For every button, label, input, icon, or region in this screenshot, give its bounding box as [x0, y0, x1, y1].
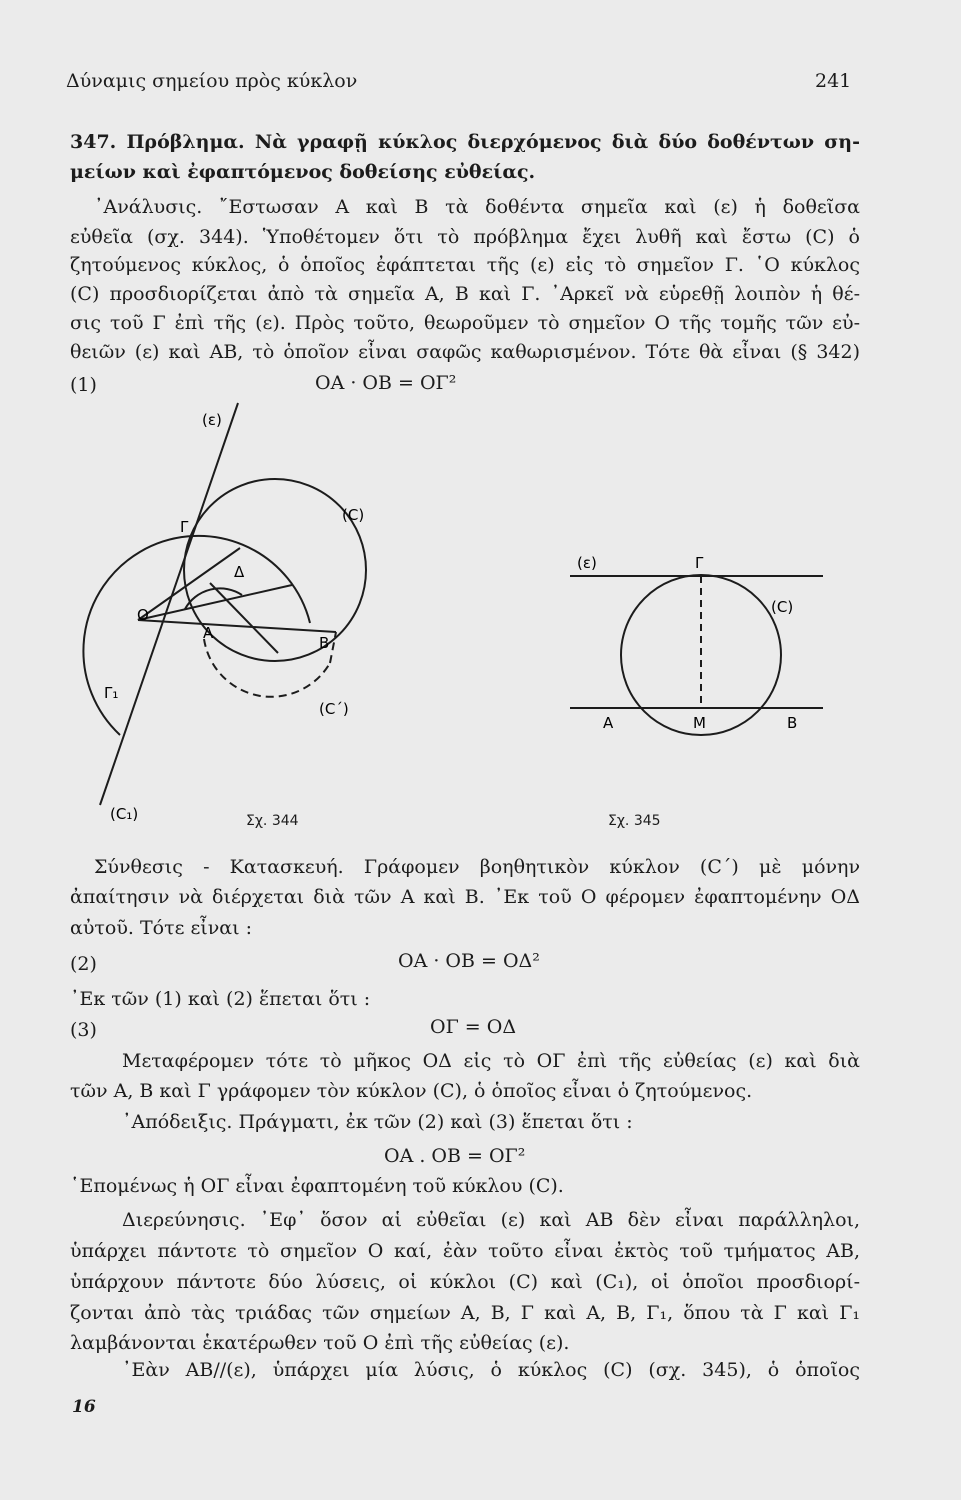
- synthesis-between-line: ᾿Εκ τῶν (1) καὶ (2) ἕπεται ὅτι :: [70, 988, 371, 1010]
- discussion-line-5: λαμβάνονται ἑκατέρωθεν τοῦ Ο ἐπὶ τῆς εὐθείας (ε).: [70, 1332, 570, 1354]
- discussion-line-2: ὑπάρχει πάντοτε τὸ σημεῖον Ο καί, ἐὰν τοῦτο εἶναι ἐκτὸς τοῦ τμήματος ΑΒ,: [70, 1240, 860, 1262]
- circle-C1-arc: [83, 536, 310, 735]
- label-O: Ο: [137, 606, 149, 624]
- analysis-line-1: ᾿Ανάλυσις. ῎Εστωσαν Α καὶ Β τὰ δοθέντα σημεῖα καὶ (ε) ἡ δοθεῖσα: [94, 196, 860, 218]
- line-OB: [138, 620, 336, 632]
- label-B: Β: [319, 634, 330, 652]
- problem-line-1: 347. Πρόβλημα. Νὰ γραφῇ κύκλος διερχόμενος διὰ δύο δοθέντων ση-: [70, 131, 860, 153]
- figure-345: [565, 550, 835, 770]
- label-G: Γ: [180, 518, 189, 536]
- analysis-line-6: θειῶν (ε) καὶ ΑΒ, τὸ ὁποῖον εἶναι σαφῶς καθωρισμένον. Τότε θὰ εἶναι (§ 342): [70, 341, 860, 363]
- equation-2: ΟΑ · ΟΒ = ΟΔ²: [398, 950, 540, 972]
- equation-1: ΟΑ · ΟΒ = ΟΓ²: [315, 372, 457, 394]
- equation-2-number: (2): [70, 953, 97, 975]
- discussion-line-6: ᾿Εὰν ΑΒ//(ε), ὑπάρχει μία λύσις, ὁ κύκλος (C) (σχ. 345), ὁ ὁποῖος: [122, 1359, 860, 1381]
- label-G: Γ: [695, 554, 704, 572]
- label-C: (C): [771, 598, 794, 616]
- label-G1: Γ₁: [104, 684, 119, 702]
- equation-3: ΟΓ = ΟΔ: [430, 1016, 517, 1038]
- label-Cprime: (C΄): [319, 700, 349, 718]
- proof-equation: ΟΑ . ΟΒ = ΟΓ²: [384, 1145, 526, 1167]
- proof-line: ᾿Απόδειξις. Πράγματι, ἐκ τῶν (2) καὶ (3) ἕπεται ὅτι :: [122, 1111, 633, 1133]
- figure-344: [60, 395, 390, 835]
- label-A: Α: [603, 714, 614, 732]
- problem-line-2: μείων καὶ ἐφαπτόμενος δοθείσης εὐθείας.: [70, 161, 536, 183]
- label-e: (ε): [577, 554, 597, 572]
- circle-Cprime-arc: [204, 639, 330, 697]
- synthesis-line-3: αὐτοῦ. Τότε εἶναι :: [70, 917, 253, 939]
- signature-mark: 16: [72, 1397, 96, 1417]
- equation-3-number: (3): [70, 1019, 97, 1041]
- proof-conclusion: ῾Επομένως ἡ ΟΓ εἶναι ἐφαπτομένη τοῦ κύκλου (C).: [70, 1175, 564, 1197]
- label-A: Α: [203, 624, 214, 642]
- label-M: Μ: [693, 714, 706, 732]
- synthesis-after-2: τῶν Α, Β καὶ Γ γράφομεν τὸν κύκλον (C), ὁ ὁποῖος εἶναι ὁ ζητούμενος.: [70, 1080, 753, 1102]
- page-number: 241: [815, 70, 852, 92]
- synthesis-line-1: Σύνθεσις - Κατασκευή. Γράφομεν βοηθητικὸν κύκλον (C΄) μὲ μόνην: [94, 856, 860, 878]
- equation-1-number: (1): [70, 374, 97, 396]
- label-B: Β: [787, 714, 798, 732]
- discussion-line-3: ὑπάρχουν πάντοτε δύο λύσεις, οἱ κύκλοι (C) καὶ (C₁), οἱ ὁποῖοι προσδιορί-: [70, 1271, 860, 1293]
- figure-344-caption: Σχ. 344: [246, 813, 299, 829]
- label-D: Δ: [234, 563, 245, 581]
- label-e: (ε): [202, 411, 222, 429]
- figure-345-caption: Σχ. 345: [608, 813, 661, 829]
- running-title: Δύναμις σημείου πρὸς κύκλον: [66, 70, 358, 92]
- synthesis-line-2: ἀπαίτησιν νὰ διέρχεται διὰ τῶν Α καὶ Β. ᾿Εκ τοῦ Ο φέρομεν ἐφαπτομένην ΟΔ: [70, 886, 860, 908]
- analysis-line-4: (C) προσδιορίζεται ἀπὸ τὰ σημεῖα Α, Β καὶ Γ. ᾿Αρκεῖ νὰ εὑρεθῇ λοιπὸν ἡ θέ-: [70, 283, 860, 305]
- analysis-line-3: ζητούμενος κύκλος, ὁ ὁποῖος ἐφάπτεται τῆς (ε) εἰς τὸ σημεῖον Γ. ῾Ο κύκλος: [70, 254, 860, 276]
- discussion-line-4: ζονται ἀπὸ τὰς τριάδας τῶν σημείων Α, Β, Γ καὶ Α, Β, Γ₁, ὅπου τὰ Γ καὶ Γ₁: [70, 1302, 860, 1324]
- discussion-line-1: Διερεύνησις. ᾿Εφ᾿ ὅσον αἱ εὐθεῖαι (ε) καὶ ΑΒ δὲν εἶναι παράλληλοι,: [122, 1209, 860, 1231]
- label-C: (C): [342, 506, 365, 524]
- analysis-line-2: εὐθεῖα (σχ. 344). Ὑποθέτομεν ὅτι τὸ πρόβλημα ἔχει λυθῆ καὶ ἔστω (C) ὁ: [70, 226, 860, 248]
- analysis-line-5: σις τοῦ Γ ἐπὶ τῆς (ε). Πρὸς τοῦτο, θεωροῦμεν τὸ σημεῖον Ο τῆς τομῆς τῶν εὐ-: [70, 312, 860, 334]
- synthesis-after-1: Μεταφέρομεν τότε τὸ μῆκος ΟΔ εἰς τὸ ΟΓ ἐπὶ τῆς εὐθείας (ε) καὶ διὰ: [122, 1050, 860, 1072]
- label-C1: (C₁): [110, 805, 139, 823]
- line-e: [100, 403, 238, 805]
